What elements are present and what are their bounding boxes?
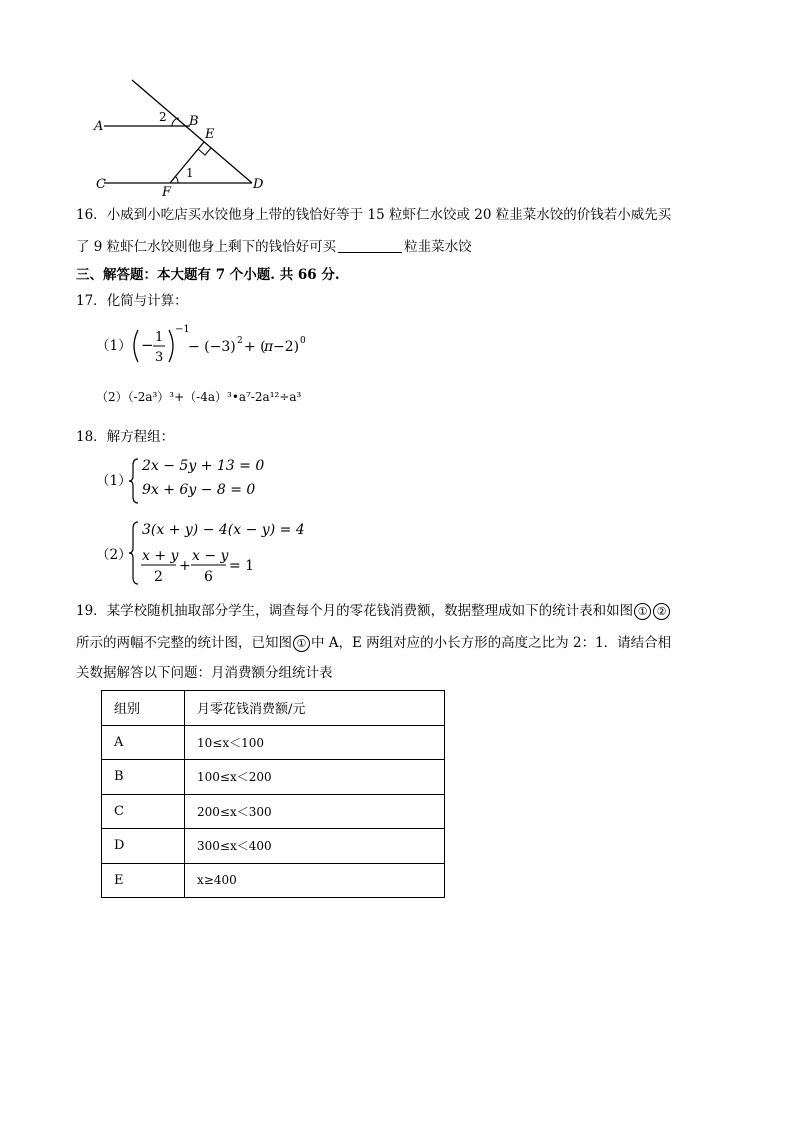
section-3-heading: 三、解答题：本大题有 7 个小题. 共 66 分. <box>76 267 340 283</box>
q19-line-1 <box>76 602 671 620</box>
q16-text-1: 小威到小吃店买水饺他身上带的钱恰好等于 15 粒虾仁水饺或 20 粒韭菜水饺的价钱若小威先买 <box>106 207 672 223</box>
table-header-row <box>102 691 445 726</box>
label-c: C <box>96 177 106 192</box>
table-row <box>102 725 445 760</box>
label-f: F <box>162 185 172 200</box>
label-angle-1: 1 <box>186 166 194 180</box>
svg-text:− (−3): − (−3) <box>188 339 236 355</box>
q18-title-text: 解方程组： <box>106 429 175 445</box>
svg-text:+ (: + ( <box>244 339 266 355</box>
figure-1-ref: ① <box>634 603 651 620</box>
q16-line-1 <box>76 206 671 224</box>
svg-text:−1: −1 <box>175 324 190 335</box>
table-cell-range: 200≤x＜300 <box>185 794 445 829</box>
q16-text-2a: 了 9 粒虾仁水饺则他身上剩下的钱恰好可买 <box>76 239 337 255</box>
geometry-figure <box>90 75 280 200</box>
consumption-table <box>101 690 445 898</box>
q18-part2-label: （2） <box>96 547 132 563</box>
q17-part2-expression: （-2a³）³+（-4a）³•a⁷-2a¹²÷a³ <box>127 390 302 404</box>
q17-part1-expression <box>128 320 318 372</box>
table-cell-range: 100≤x＜200 <box>185 760 445 795</box>
q18-part2-brace <box>128 520 140 586</box>
q16-text-2b: 粒韭菜水饺 <box>404 239 472 255</box>
table-header-amount: 月零花钱消费额/元 <box>185 691 445 726</box>
table-cell-group: D <box>102 829 185 864</box>
svg-text:= 1: = 1 <box>229 558 255 574</box>
svg-text:3: 3 <box>155 350 164 365</box>
table-cell-range: x≥400 <box>185 863 445 898</box>
table-cell-group: E <box>102 863 185 898</box>
q18-part1-label: （1） <box>96 473 132 489</box>
q19-line-3: 关数据解答以下问题：月消费额分组统计表 <box>76 665 333 681</box>
table-cell-group: B <box>102 760 185 795</box>
q17-number: 17． <box>76 293 107 309</box>
svg-text:−: − <box>141 336 154 354</box>
label-d: D <box>253 177 264 192</box>
svg-text:2: 2 <box>237 336 243 346</box>
q19-line-2 <box>76 634 671 652</box>
svg-text:−2): −2) <box>273 339 300 355</box>
q18-part2-eq2 <box>140 544 260 586</box>
q17-part1-label: （1） <box>96 338 132 354</box>
table-row <box>102 863 445 898</box>
q17-part2 <box>96 389 301 405</box>
q19-text-2b: 中 A，E 两组对应的小长方形的高度之比为 2：1．请结合相 <box>311 635 672 651</box>
label-angle-2: 2 <box>159 110 167 124</box>
right-angle-mark <box>198 148 211 155</box>
q18-number: 18． <box>76 429 107 445</box>
label-a: A <box>94 119 104 134</box>
svg-text:x + y: x + y <box>142 548 179 564</box>
svg-text:0: 0 <box>300 336 306 346</box>
label-e: E <box>205 127 215 142</box>
q18-part1-brace <box>128 457 140 505</box>
angle-1-arc <box>175 176 178 183</box>
q19-text-1: 某学校随机抽取部分学生，调查每个月的零花钱消费额，数据整理成如下的统计表和如图 <box>106 603 634 619</box>
table-row <box>102 760 445 795</box>
table-header-group: 组别 <box>102 691 185 726</box>
q16-line-2 <box>76 238 472 256</box>
svg-text:+: + <box>179 558 191 574</box>
q18-title <box>76 428 174 446</box>
table-cell-range: 300≤x＜400 <box>185 829 445 864</box>
q17-part2-label: （2） <box>96 390 128 404</box>
svg-text:π: π <box>264 339 274 355</box>
q17-title-text: 化简与计算： <box>106 293 188 309</box>
table-row <box>102 794 445 829</box>
svg-text:6: 6 <box>204 569 213 585</box>
q18-part1-eq1: 2x − 5y + 13 = 0 <box>142 458 265 474</box>
table-cell-range: 10≤x＜100 <box>185 725 445 760</box>
q19-text-2a: 所示的两幅不完整的统计图，已知图 <box>76 635 292 651</box>
table-cell-group: A <box>102 725 185 760</box>
q18-part1-eq2: 9x + 6y − 8 = 0 <box>142 482 256 498</box>
q16-number: 16． <box>76 207 107 223</box>
figure-1-ref-2: ① <box>293 635 310 652</box>
svg-text:1: 1 <box>155 330 164 345</box>
q19-number: 19． <box>76 603 107 619</box>
svg-text:x − y: x − y <box>192 548 229 564</box>
q18-part2-eq1: 3(x + y) − 4(x − y) = 4 <box>142 522 305 538</box>
svg-text:2: 2 <box>154 569 163 585</box>
q16-answer-blank[interactable] <box>338 238 402 253</box>
table-cell-group: C <box>102 794 185 829</box>
label-b: B <box>189 114 199 129</box>
figure-2-ref: ② <box>653 603 670 620</box>
table-row <box>102 829 445 864</box>
q17-title <box>76 292 188 310</box>
